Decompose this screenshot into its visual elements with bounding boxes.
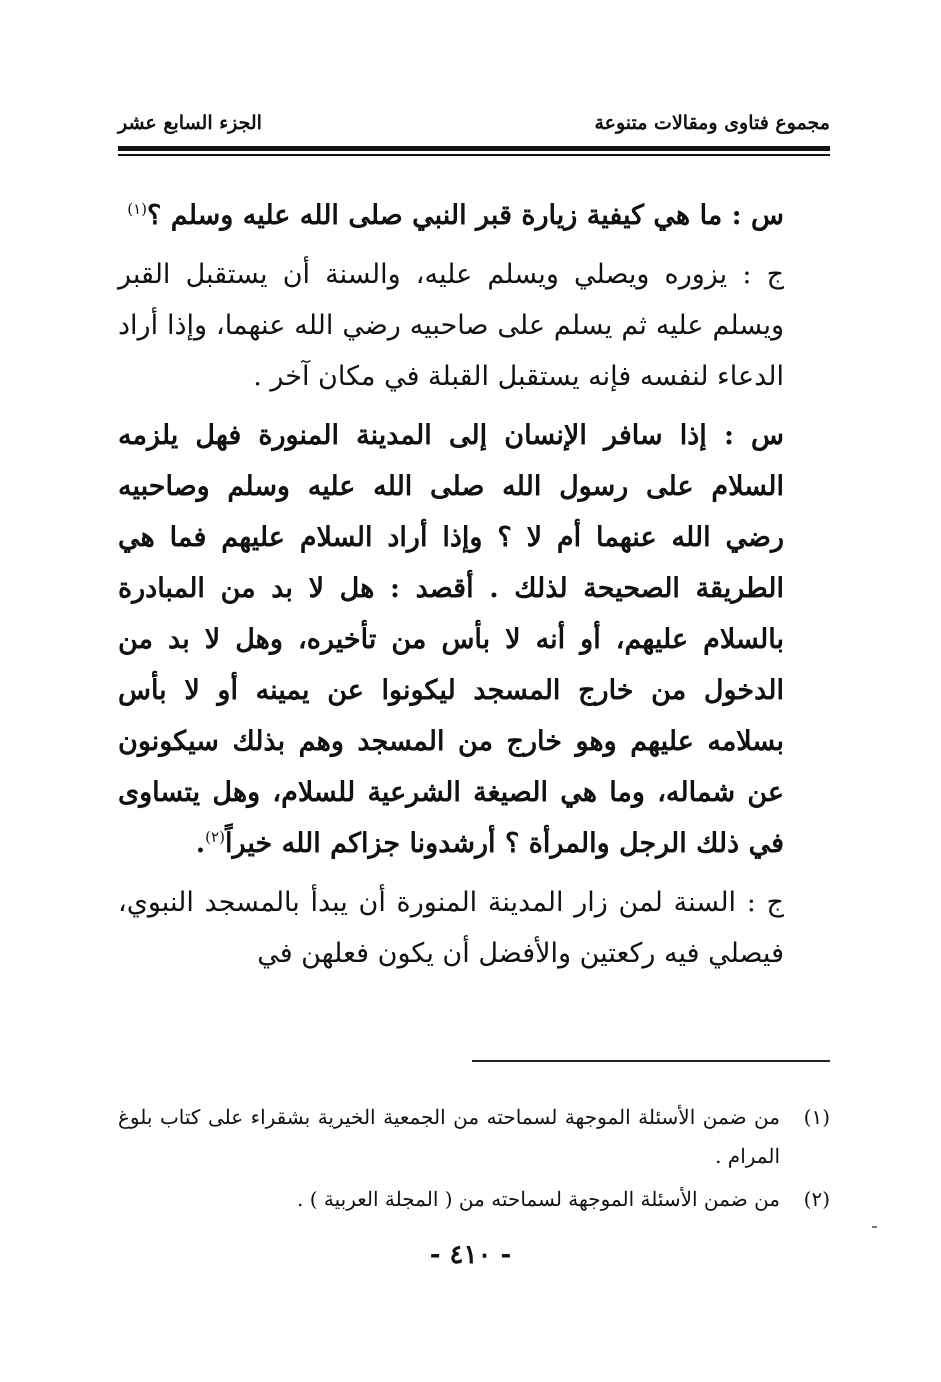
book-title: مجموع فتاوى ومقالات متنوعة: [594, 112, 830, 134]
question-1-text: ما هي كيفية زيارة قبر النبي صلى الله عليه وسلم ؟: [147, 200, 723, 231]
answer-1-text: يزوره ويصلي ويسلم عليه، والسنة أن يستقبل القبر ويسلم عليه ثم يسلم على صاحبيه رضي الله عنهما، وإذا أراد الدعاء لنفسه فإنه يستقبل القبلة في مكان آخر .: [118, 259, 784, 392]
answer-2: [118, 877, 830, 979]
footnote-1: [118, 1098, 830, 1176]
question-2-end: .: [195, 828, 206, 859]
footnote-separator: [472, 1060, 830, 1062]
question-2: [118, 410, 830, 869]
footnote-2-text: من ضمن الأسئلة الموجهة لسماحته من ( المجلة العربية ) .: [297, 1187, 780, 1211]
question-1: [118, 190, 830, 241]
answer-1-prefix: ج :: [742, 259, 784, 290]
page-number: - ٤١٠ -: [429, 1240, 512, 1270]
scan-mark: [872, 1226, 877, 1228]
question-1-prefix: س :: [731, 200, 784, 231]
running-header: [118, 112, 830, 142]
header-rule-thick: [118, 146, 830, 151]
volume-label: الجزء السابع عشر: [118, 112, 262, 134]
footnote-1-number: (١): [803, 1105, 830, 1129]
footnotes: [118, 1098, 830, 1223]
answer-1: [118, 249, 830, 402]
question-2-prefix: س :: [723, 420, 785, 451]
question-2-text: إذا سافر الإنسان إلى المدينة المنورة فهل يلزمه السلام على رسول الله صلى الله عليه وسلم وصاحبيه رضي الله عنهما أم لا ؟ وإذا أراد السلام عليهم فما هي الطريقة الصحيحة لذلك . أقصد : هل لا بد من المبادرة بالسلام عليهم، أو أنه لا بأس من تأخيره، وهل لا بد من الدخول من خارج المسجد ليكونوا عن يمينه أو لا بأس بسلامه عليهم وهو خارج من المسجد وهم بذلك سيكونون عن شماله، وما هي الصيغة الشرعية للسلام، وهل يتساوى في ذلك الرجل والمرأة ؟ أرشدونا جزاكم الله خيراً: [118, 420, 784, 859]
main-text: [118, 190, 830, 987]
footnote-1-text: من ضمن الأسئلة الموجهة لسماحته من الجمعية الخيرية بشقراء على كتاب بلوغ المرام .: [118, 1105, 780, 1168]
footnote-2-number: (٢): [803, 1187, 830, 1211]
answer-2-text: السنة لمن زار المدينة المنورة أن يبدأ بالمسجد النبوي، فيصلي فيه ركعتين والأفضل أن يكون فعلهن في: [118, 887, 784, 969]
header-rule-thin: [118, 154, 830, 156]
footnote-2: [118, 1180, 830, 1219]
footnote-ref-2: (٢): [205, 828, 225, 846]
answer-2-prefix: ج :: [746, 887, 784, 918]
footnote-ref-1: (١): [127, 200, 148, 218]
